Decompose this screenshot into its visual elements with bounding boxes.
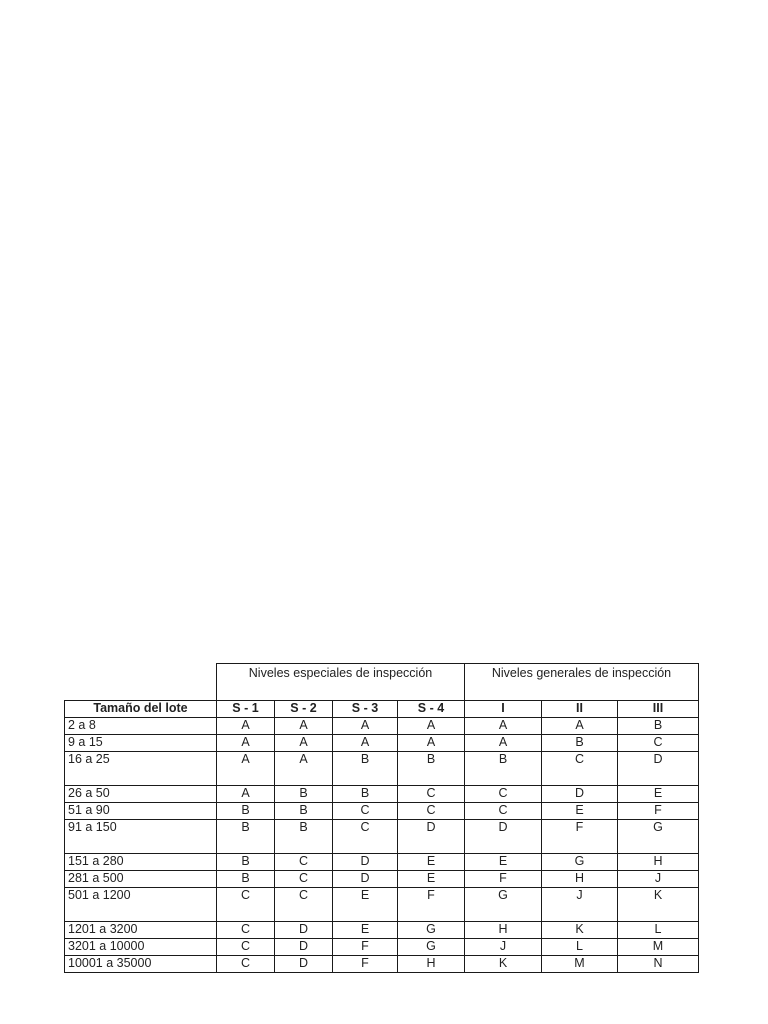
code-letter-cell: G	[465, 888, 542, 922]
code-letter-cell: F	[333, 939, 398, 956]
code-letter-cell: M	[542, 956, 618, 973]
code-letter-cell: B	[275, 820, 333, 854]
table-row	[65, 820, 699, 854]
code-letter-cell: N	[618, 956, 699, 973]
lot-size-cell: 1201 a 3200	[65, 922, 217, 939]
code-letter-cell: C	[275, 888, 333, 922]
inspection-levels-table-container	[64, 663, 698, 973]
code-letter-cell: A	[542, 718, 618, 735]
code-letter-cell: C	[465, 803, 542, 820]
column-header-iii: III	[618, 701, 699, 718]
table-body	[65, 718, 699, 973]
code-letter-cell: G	[542, 854, 618, 871]
code-letter-cell: K	[618, 888, 699, 922]
code-letter-cell: A	[217, 718, 275, 735]
lot-size-cell: 151 a 280	[65, 854, 217, 871]
code-letter-cell: C	[333, 820, 398, 854]
code-letter-cell: C	[465, 786, 542, 803]
lot-size-cell: 26 a 50	[65, 786, 217, 803]
code-letter-cell: L	[618, 922, 699, 939]
code-letter-cell: E	[398, 854, 465, 871]
column-header-s3: S - 3	[333, 701, 398, 718]
column-header-ii: II	[542, 701, 618, 718]
code-letter-cell: D	[398, 820, 465, 854]
code-letter-cell: B	[217, 803, 275, 820]
code-letter-cell: C	[398, 803, 465, 820]
lot-size-cell: 501 a 1200	[65, 888, 217, 922]
code-letter-cell: A	[333, 735, 398, 752]
code-letter-cell: C	[333, 803, 398, 820]
column-header-s1: S - 1	[217, 701, 275, 718]
table-row	[65, 718, 699, 735]
code-letter-cell: E	[542, 803, 618, 820]
column-header-s2: S - 2	[275, 701, 333, 718]
code-letter-cell: D	[465, 820, 542, 854]
code-letter-cell: D	[275, 922, 333, 939]
code-letter-cell: C	[398, 786, 465, 803]
code-letter-cell: A	[217, 735, 275, 752]
code-letter-cell: L	[542, 939, 618, 956]
code-letter-cell: B	[333, 752, 398, 786]
code-letter-cell: E	[465, 854, 542, 871]
code-letter-cell: A	[275, 735, 333, 752]
code-letter-cell: D	[333, 871, 398, 888]
lot-size-cell: 16 a 25	[65, 752, 217, 786]
code-letter-cell: E	[333, 888, 398, 922]
code-letter-cell: H	[542, 871, 618, 888]
code-letter-cell: F	[542, 820, 618, 854]
table-row	[65, 871, 699, 888]
code-letter-cell: G	[398, 922, 465, 939]
lot-size-cell: 10001 a 35000	[65, 956, 217, 973]
code-letter-cell: D	[275, 939, 333, 956]
code-letter-cell: B	[217, 820, 275, 854]
code-letter-cell: A	[398, 735, 465, 752]
table-row	[65, 956, 699, 973]
code-letter-cell: A	[398, 718, 465, 735]
code-letter-cell: F	[618, 803, 699, 820]
code-letter-cell: K	[542, 922, 618, 939]
general-levels-header: Niveles generales de inspección	[465, 664, 699, 701]
code-letter-cell: H	[465, 922, 542, 939]
code-letter-cell: D	[618, 752, 699, 786]
code-letter-cell: D	[275, 956, 333, 973]
code-letter-cell: B	[333, 786, 398, 803]
code-letter-cell: A	[217, 786, 275, 803]
code-letter-cell: A	[465, 735, 542, 752]
table-row	[65, 922, 699, 939]
special-levels-header: Niveles especiales de inspección	[217, 664, 465, 701]
code-letter-cell: C	[217, 939, 275, 956]
table-row	[65, 854, 699, 871]
code-letter-cell: G	[618, 820, 699, 854]
table-row	[65, 888, 699, 922]
lot-size-cell: 91 a 150	[65, 820, 217, 854]
code-letter-cell: B	[465, 752, 542, 786]
code-letter-cell: B	[217, 854, 275, 871]
table-row	[65, 939, 699, 956]
code-letter-cell: J	[542, 888, 618, 922]
empty-corner-cell	[65, 664, 217, 701]
code-letter-cell: D	[542, 786, 618, 803]
code-letter-cell: D	[333, 854, 398, 871]
lot-size-cell: 2 a 8	[65, 718, 217, 735]
code-letter-cell: B	[275, 803, 333, 820]
column-header-s4: S - 4	[398, 701, 465, 718]
code-letter-cell: C	[275, 854, 333, 871]
code-letter-cell: C	[618, 735, 699, 752]
code-letter-cell: G	[398, 939, 465, 956]
code-letter-cell: B	[542, 735, 618, 752]
code-letter-cell: C	[217, 922, 275, 939]
code-letter-cell: B	[217, 871, 275, 888]
lot-size-cell: 51 a 90	[65, 803, 217, 820]
code-letter-cell: F	[398, 888, 465, 922]
column-header-row	[65, 701, 699, 718]
code-letter-cell: F	[465, 871, 542, 888]
lot-size-cell: 3201 a 10000	[65, 939, 217, 956]
table-row	[65, 786, 699, 803]
code-letter-cell: H	[618, 854, 699, 871]
inspection-levels-table	[64, 663, 699, 973]
lot-size-cell: 281 a 500	[65, 871, 217, 888]
code-letter-cell: A	[217, 752, 275, 786]
code-letter-cell: F	[333, 956, 398, 973]
code-letter-cell: A	[275, 752, 333, 786]
code-letter-cell: E	[618, 786, 699, 803]
code-letter-cell: C	[217, 956, 275, 973]
code-letter-cell: M	[618, 939, 699, 956]
code-letter-cell: A	[333, 718, 398, 735]
table-row	[65, 752, 699, 786]
code-letter-cell: C	[275, 871, 333, 888]
code-letter-cell: J	[618, 871, 699, 888]
code-letter-cell: A	[275, 718, 333, 735]
column-header-i: I	[465, 701, 542, 718]
code-letter-cell: E	[398, 871, 465, 888]
code-letter-cell: C	[217, 888, 275, 922]
code-letter-cell: B	[398, 752, 465, 786]
code-letter-cell: H	[398, 956, 465, 973]
code-letter-cell: B	[275, 786, 333, 803]
code-letter-cell: J	[465, 939, 542, 956]
code-letter-cell: B	[618, 718, 699, 735]
code-letter-cell: E	[333, 922, 398, 939]
table-row	[65, 803, 699, 820]
lot-size-cell: 9 a 15	[65, 735, 217, 752]
column-header-lot-size: Tamaño del lote	[65, 701, 217, 718]
code-letter-cell: K	[465, 956, 542, 973]
table-row	[65, 735, 699, 752]
code-letter-cell: C	[542, 752, 618, 786]
group-header-row	[65, 664, 699, 701]
code-letter-cell: A	[465, 718, 542, 735]
